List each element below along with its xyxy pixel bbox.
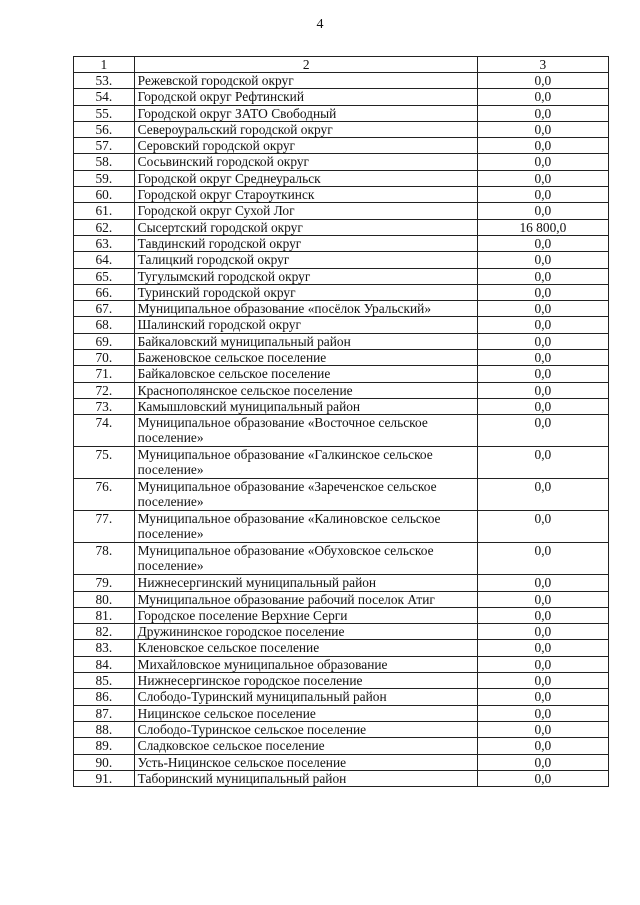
row-value: 0,0 [477,754,608,770]
column-header-1: 1 [74,57,135,73]
table-row [74,350,609,366]
row-value: 0,0 [477,366,608,382]
row-name: Камышловский муниципальный район [134,398,477,414]
row-value: 16 800,0 [477,219,608,235]
row-name: Муниципальное образование «Зареченское сельское поселение» [134,479,477,511]
row-number: 53. [74,73,135,89]
column-header-3: 3 [477,57,608,73]
row-number: 81. [74,607,135,623]
row-value: 0,0 [477,543,608,575]
table-row [74,738,609,754]
row-value: 0,0 [477,479,608,511]
row-number: 73. [74,398,135,414]
table-row [74,203,609,219]
table-row [74,607,609,623]
row-number: 85. [74,673,135,689]
row-number: 58. [74,154,135,170]
row-name: Городское поселение Верхние Серги [134,607,477,623]
row-number: 59. [74,170,135,186]
table-row [74,284,609,300]
row-number: 63. [74,235,135,251]
table-row [74,333,609,349]
row-name: Туринский городской округ [134,284,477,300]
row-value: 0,0 [477,187,608,203]
row-number: 88. [74,721,135,737]
row-name: Краснополянское сельское поселение [134,382,477,398]
table-row [74,154,609,170]
row-value: 0,0 [477,511,608,543]
table-row [74,770,609,786]
row-value: 0,0 [477,770,608,786]
table-row [74,138,609,154]
row-value: 0,0 [477,138,608,154]
row-number: 74. [74,415,135,447]
table-row [74,219,609,235]
row-name: Североуральский городской округ [134,121,477,137]
table-row [74,575,609,591]
row-value: 0,0 [477,301,608,317]
row-number: 69. [74,333,135,349]
row-number: 57. [74,138,135,154]
row-value: 0,0 [477,121,608,137]
table-row [74,673,609,689]
row-name: Слободо-Туринское сельское поселение [134,721,477,737]
column-header-2: 2 [134,57,477,73]
row-name: Усть-Ницинское сельское поселение [134,754,477,770]
row-number: 56. [74,121,135,137]
row-name: Байкаловское сельское поселение [134,366,477,382]
table-row [74,170,609,186]
row-value: 0,0 [477,738,608,754]
row-name: Сосьвинский городской округ [134,154,477,170]
row-number: 66. [74,284,135,300]
row-number: 87. [74,705,135,721]
row-number: 82. [74,624,135,640]
row-value: 0,0 [477,382,608,398]
row-name: Кленовское сельское поселение [134,640,477,656]
row-value: 0,0 [477,317,608,333]
row-name: Муниципальное образование «Восточное сельское поселение» [134,415,477,447]
row-number: 65. [74,268,135,284]
row-value: 0,0 [477,89,608,105]
row-value: 0,0 [477,689,608,705]
row-value: 0,0 [477,252,608,268]
table-header-row [74,57,609,73]
row-number: 54. [74,89,135,105]
row-name: Ницинское сельское поселение [134,705,477,721]
row-value: 0,0 [477,203,608,219]
row-number: 84. [74,656,135,672]
page-number: 4 [316,17,324,32]
table-row [74,301,609,317]
row-value: 0,0 [477,154,608,170]
table-row [74,268,609,284]
row-value: 0,0 [477,721,608,737]
row-name: Сысертский городской округ [134,219,477,235]
row-number: 86. [74,689,135,705]
row-name: Тавдинский городской округ [134,235,477,251]
row-number: 72. [74,382,135,398]
row-number: 55. [74,105,135,121]
row-number: 77. [74,511,135,543]
row-value: 0,0 [477,398,608,414]
row-value: 0,0 [477,268,608,284]
table-row [74,89,609,105]
table-row [74,624,609,640]
table-row [74,121,609,137]
row-value: 0,0 [477,350,608,366]
table-row [74,252,609,268]
table-body [74,57,609,787]
table-row [74,382,609,398]
row-value: 0,0 [477,656,608,672]
table-row [74,398,609,414]
row-value: 0,0 [477,235,608,251]
row-value: 0,0 [477,624,608,640]
row-value: 0,0 [477,73,608,89]
row-number: 71. [74,366,135,382]
row-number: 61. [74,203,135,219]
row-number: 83. [74,640,135,656]
row-number: 91. [74,770,135,786]
table-row [74,705,609,721]
table-row [74,235,609,251]
row-name: Байкаловский муниципальный район [134,333,477,349]
row-name: Муниципальное образование «Галкинское сельское поселение» [134,447,477,479]
table-row [74,640,609,656]
row-value: 0,0 [477,447,608,479]
row-number: 68. [74,317,135,333]
row-number: 78. [74,543,135,575]
row-name: Михайловское муниципальное образование [134,656,477,672]
row-number: 90. [74,754,135,770]
row-name: Муниципальное образование «Обуховское сельское поселение» [134,543,477,575]
table-row [74,656,609,672]
row-value: 0,0 [477,591,608,607]
row-number: 62. [74,219,135,235]
allocation-table [73,56,609,787]
row-value: 0,0 [477,607,608,623]
row-number: 89. [74,738,135,754]
row-name: Баженовское сельское поселение [134,350,477,366]
row-name: Городской округ Староуткинск [134,187,477,203]
row-value: 0,0 [477,105,608,121]
row-name: Серовский городской округ [134,138,477,154]
table-row [74,721,609,737]
row-number: 64. [74,252,135,268]
row-value: 0,0 [477,415,608,447]
row-name: Городской округ Сухой Лог [134,203,477,219]
row-value: 0,0 [477,333,608,349]
table-row [74,754,609,770]
row-value: 0,0 [477,673,608,689]
row-name: Сладковское сельское поселение [134,738,477,754]
row-name: Городской округ Рефтинский [134,89,477,105]
row-name: Нижнесергинский муниципальный район [134,575,477,591]
row-name: Талицкий городской округ [134,252,477,268]
table-row [74,187,609,203]
row-name: Городской округ Среднеуральск [134,170,477,186]
table-row [74,447,609,479]
row-value: 0,0 [477,640,608,656]
row-name: Шалинский городской округ [134,317,477,333]
row-number: 80. [74,591,135,607]
table-row [74,366,609,382]
row-name: Муниципальное образование рабочий поселок Атиг [134,591,477,607]
row-name: Нижнесергинское городское поселение [134,673,477,689]
row-name: Муниципальное образование «посёлок Уральский» [134,301,477,317]
table-row [74,511,609,543]
row-name: Слободо-Туринский муниципальный район [134,689,477,705]
row-value: 0,0 [477,575,608,591]
row-value: 0,0 [477,284,608,300]
row-name: Таборинский муниципальный район [134,770,477,786]
table-row [74,479,609,511]
row-number: 70. [74,350,135,366]
table-row [74,105,609,121]
table-row [74,543,609,575]
row-number: 79. [74,575,135,591]
table-row [74,591,609,607]
row-number: 67. [74,301,135,317]
table-row [74,415,609,447]
row-name: Муниципальное образование «Калиновское сельское поселение» [134,511,477,543]
row-name: Режевской городской округ [134,73,477,89]
row-name: Городской округ ЗАТО Свободный [134,105,477,121]
table-row [74,73,609,89]
row-number: 60. [74,187,135,203]
row-value: 0,0 [477,170,608,186]
row-number: 76. [74,479,135,511]
table-row [74,317,609,333]
row-value: 0,0 [477,705,608,721]
row-name: Тугулымский городской округ [134,268,477,284]
row-name: Дружининское городское поселение [134,624,477,640]
row-number: 75. [74,447,135,479]
table-row [74,689,609,705]
